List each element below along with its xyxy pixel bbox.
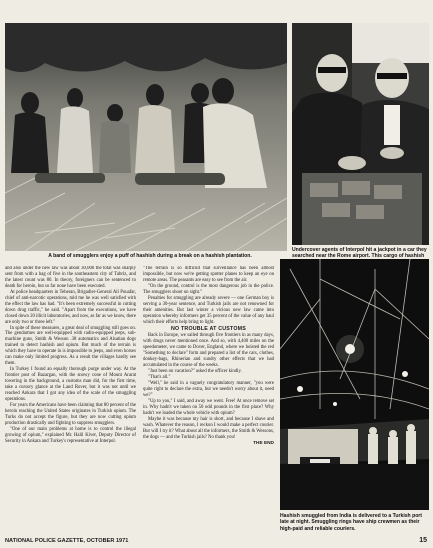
col2-paragraph: "That's all." — [148, 375, 171, 381]
col1-paragraph: In spite of these measures, a great deal of smuggling still goes on. The gendarmes are well-equipped with radio-equipped jeeps, sub-machine guns, Smith & Wesson .38 automatics and Alsatian dogs trained to detect hashish and opium. But much of the terrain is which they have to operate in is impossible to jeeps, and even horses can make only limited progress. As a result the villages hardly see them. — [5, 325, 136, 367]
col2-paragraph: "On the ground, control is the most dangerous job in the police. The smugglers shoot on sight." — [143, 283, 274, 295]
col2-paragraph: Back in Europe, we sailed through five frontiers in as many days, with drugs never mentioned once. And so, with 4,400 miles on the speedometer, we came to Dover, England, where we hoisted the red "Something to declare" form and prepared a list of the cars, clothes, donkey-bags, Rhinerian and sundry other effects that we had accumulated in the course of the weeks. — [143, 333, 274, 369]
rome-airport-caption: Undercover agents of Interpol hit a jackpot in a car they searched near the Rome airport. This cargo of hashish — [292, 247, 427, 260]
col1-paragraph: For years the Americans have been claiming that 80 percent of the heroin reaching the United States originates in Turkish opium. The Turks do not accept the figure, but they are now cutting opium production drastically and fighting to suppress smugglers. — [5, 402, 136, 426]
col1-paragraph: At police headquarters in Teheran, Brigadier-General Ali Pouafar, chief of anti-narcotic operations, told me he was well satisfied with the effect the law has had. "It's been extremely successful in cutting down drug traffic," he said. "Apart from the executions, we have closed down 20 illicit laboratories, and now, as far as we know, there are only two or three left." — [5, 289, 136, 325]
article-column-1 — [5, 266, 136, 534]
photo-rome-airport-search — [292, 23, 429, 245]
col2-paragraph: "The terrain is so difficult that surveillance has been almost impossible, but now we're getting spotter planes to keep an eye on remote areas. The peasants are easy to see from the air. — [143, 266, 274, 283]
page-footer — [5, 536, 427, 545]
subhead-no-trouble-at-customs: NO TROUBLE AT CUSTOMS — [170, 325, 247, 332]
port-photo-art — [280, 259, 429, 510]
col1-paragraph: "One of our main problems at home is to control the illegal growing of opium," explained Mr. Halil Kiver, Deputy Director of Security in Ankara and Turkey's representative at Interpol. — [5, 426, 136, 444]
rome-photo-art — [292, 23, 429, 245]
photo-hashish-plantation — [5, 23, 287, 251]
end-mark: THE END — [253, 440, 274, 446]
col2-paragraph: Maybe it was because my hair is short, and because I shave and wash. Whatever the reason, I reckon I would make a perfect courier. But will I try it? What about all the informers, the Smith & Wessons, the dogs — and the Turkish jails? No thank you! — [143, 416, 274, 440]
page-number: 15 — [419, 537, 427, 544]
col1-paragraph: and also under the new law was about 30,000 the total was sharply sent from with a bag of five in the southeastern city of Tabriz, and the latest count was 80. In theory, foreigners can be sentenced to death for heroin, but so far none have been executed. — [5, 266, 136, 289]
photo-turkish-port — [280, 259, 429, 510]
col1-paragraph: In Turkey I found an equally thorough purge under way. At the frontier post of Bazargan, with the snowy cone of Mount Ararat towering in the background, a customs man did, for the first time, take a cursory glance at the Land Rover, but it was not until we reached Ankara that I got any idea of the scale of the smuggling operations. — [5, 367, 136, 402]
publication-line: NATIONAL POLICE GAZETTE, OCTOBER 1971 — [5, 537, 129, 544]
col2-paragraph: "Well," he said in a vaguely congratulatory manner, "you were quite right to declare the extra, but we needn't worry about it, need we?" — [143, 381, 274, 399]
plantation-photo-art — [5, 23, 287, 251]
article-column-2 — [143, 266, 274, 534]
col2-paragraph: "Up to you," I said, and away we went. Free! At once remove set in. Why hadn't we taken on 50 odd pounds in the first place? Why hadn't we loaded the whole vehicle with opium? — [143, 398, 274, 416]
col2-paragraph: "Just been on vacation?" asked the officer kindly. — [148, 369, 242, 375]
plantation-caption: A band of smugglers enjoy a puff of hashish during a break on a hashish plantation. — [48, 253, 252, 259]
col2-paragraph: Penalties for smuggling are already severe — one German boy is serving a 30-year sentence, and Turkish jails are not renowned for their amenities. But last winter a vicious new law came into operation whereby informers get 35 percent of the value of any haul which their efforts help bring to light. — [143, 295, 274, 325]
port-caption: Hashish smuggled from India is delivered to a Turkish port late at night. Smuggling rings have ship crewmen as their high-paid and reliable couriers. — [280, 513, 422, 532]
